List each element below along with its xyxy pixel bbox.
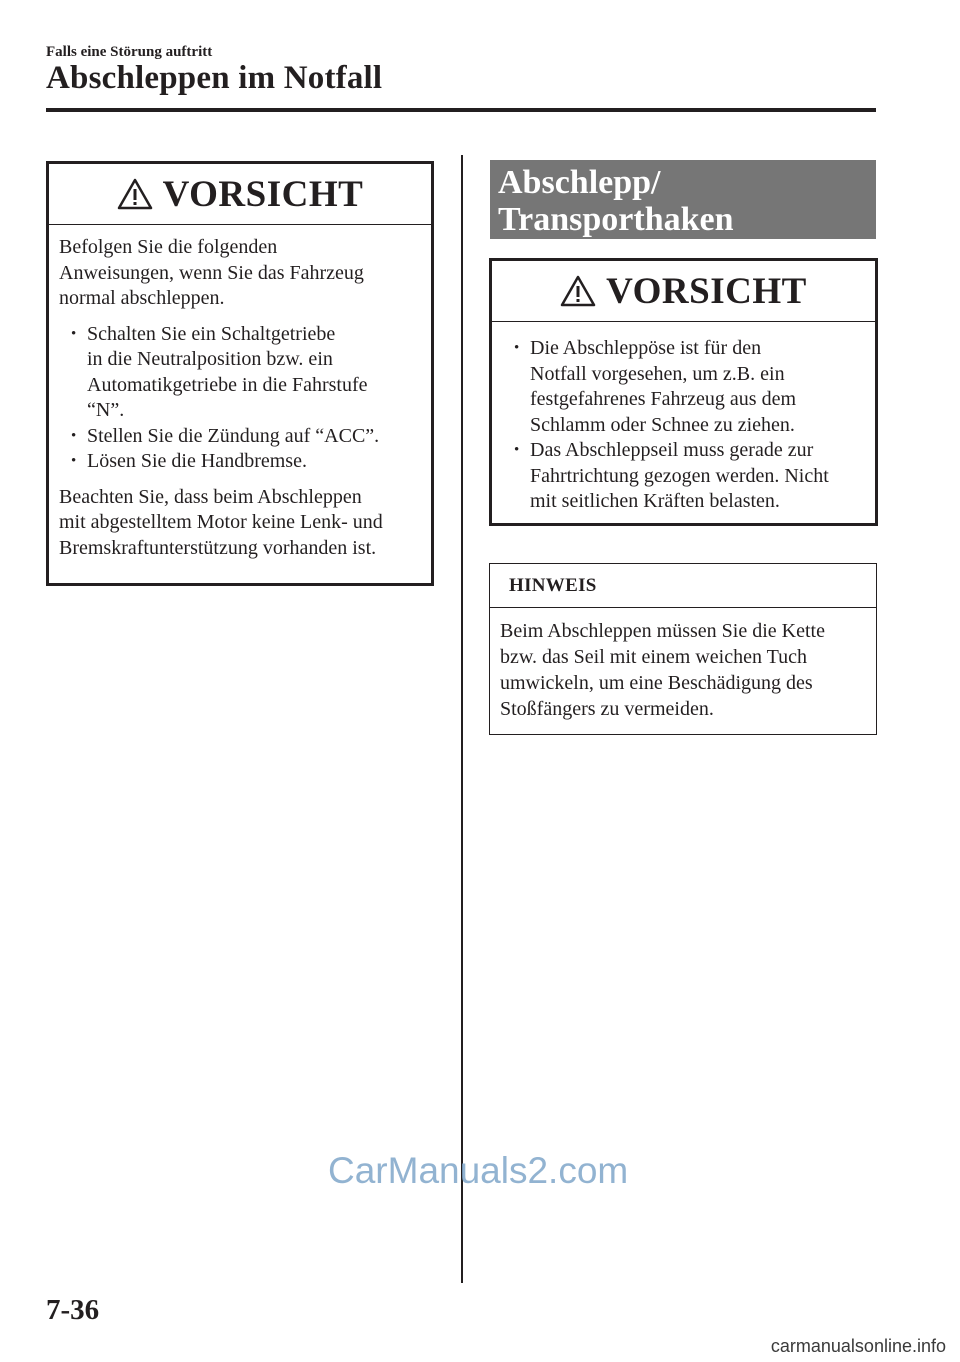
caution-bullet: • Schalten Sie ein Schaltgetriebe in die Neutralposition bzw. ein Automatikgetriebe in die Fahrstufe “N”. xyxy=(59,322,421,424)
page-title: Abschleppen im Notfall xyxy=(46,60,383,96)
caution-header xyxy=(49,164,431,225)
caution-title: VORSICHT xyxy=(606,270,807,312)
caution-header xyxy=(492,261,875,322)
title-rule xyxy=(46,108,876,112)
warning-triangle-icon xyxy=(560,275,596,307)
footer-site-link[interactable]: carmanualsonline.info xyxy=(770,1336,946,1356)
caution-outro: Beachten Sie, dass beim Abschleppen mit abgestelltem Motor keine Lenk- und Bremskraftunterstützung vorhanden ist. xyxy=(59,485,383,559)
column-divider xyxy=(461,155,463,1283)
section-heading-banner xyxy=(490,160,876,239)
caution-bullet: • Stellen Sie die Zündung auf “ACC”. xyxy=(59,424,421,450)
page-number: 7-36 xyxy=(46,1294,100,1326)
section-heading-line: Abschlepp/ xyxy=(498,164,661,201)
caution-bullet-list xyxy=(59,322,421,475)
caution-box-left xyxy=(46,161,434,586)
section-label: Falls eine Störung auftritt xyxy=(46,44,213,60)
note-title: HINWEIS xyxy=(490,564,876,608)
caution-bullet: • Die Abschleppöse ist für den Notfall vorgesehen, um z.B. ein festgefahrenes Fahrzeug aus dem Schlamm oder Schnee zu ziehen. xyxy=(502,336,865,438)
caution-bullet: • Das Abschleppseil muss gerade zur Fahrtrichtung gezogen werden. Nicht mit seitlichen Kräften belasten. xyxy=(502,438,865,515)
caution-bullet-list xyxy=(502,336,865,515)
caution-intro: Befolgen Sie die folgenden Anweisungen, wenn Sie das Fahrzeug normal abschleppen. xyxy=(59,236,364,309)
caution-bullet: • Lösen Sie die Handbremse. xyxy=(59,449,421,475)
section-heading-line: Transporthaken xyxy=(498,201,734,238)
caution-body xyxy=(492,322,875,515)
note-box xyxy=(489,563,877,735)
warning-triangle-icon xyxy=(117,178,153,210)
caution-body xyxy=(49,225,431,561)
watermark: CarManuals2.com xyxy=(328,1150,629,1191)
caution-title: VORSICHT xyxy=(162,173,364,215)
caution-box-right xyxy=(489,258,878,526)
note-body: Beim Abschleppen müssen Sie die Kette bzw. das Seil mit einem weichen Tuch umwickeln, um eine Beschädigung des Stoßfängers zu vermeiden. xyxy=(500,620,825,720)
